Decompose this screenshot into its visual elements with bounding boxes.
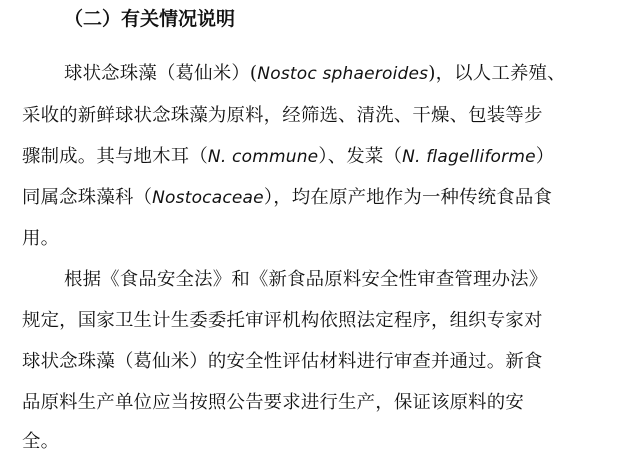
paragraph2-line1: 根据《食品安全法》和《新食品原料安全性审查管理办法》 xyxy=(64,269,548,290)
text-segment: ），均在原产地作为一种传统食品食 xyxy=(263,187,553,208)
paragraph1-line4 xyxy=(22,185,552,211)
paragraph2-line3: 球状念珠藻（葛仙米）的安全性评估材料进行审查并通过。新食 xyxy=(22,351,543,372)
latin-name-nostoc-sphaeroides: Nostoc sphaeroides xyxy=(257,64,429,84)
latin-name-n-commune: N. commune xyxy=(207,147,319,167)
text-segment: ）、发菜（ xyxy=(318,146,403,167)
paragraph2-line4: 品原料生产单位应当按照公告要求进行生产，保证该原料的安 xyxy=(22,392,524,413)
paragraph1-line2: 采收的新鲜球状念珠藻为原料，经筛选、清洗、干燥、包装等步 xyxy=(22,105,543,126)
paragraph1-line3 xyxy=(22,144,554,170)
paragraph1-line1 xyxy=(64,61,566,87)
paragraph2-line5: 全。 xyxy=(22,431,60,452)
text-segment: 同属念珠藻科（ xyxy=(22,187,153,208)
latin-name-n-flagelliforme: N. flagelliforme xyxy=(402,147,536,167)
latin-name-nostocaceae: Nostocaceae xyxy=(152,188,264,208)
text-segment: ） xyxy=(535,146,555,167)
paragraph1-line5: 用。 xyxy=(22,228,60,249)
text-segment: 骤制成。其与地木耳（ xyxy=(22,146,208,167)
text-segment: 球状念珠藻（葛仙米）( xyxy=(64,63,258,84)
section-heading: （二）有关情况说明 xyxy=(64,8,236,30)
paragraph2-line2: 规定，国家卫生计生委委托审评机构依照法定程序，组织专家对 xyxy=(22,310,543,331)
text-segment: )，以人工养殖、 xyxy=(428,63,566,84)
